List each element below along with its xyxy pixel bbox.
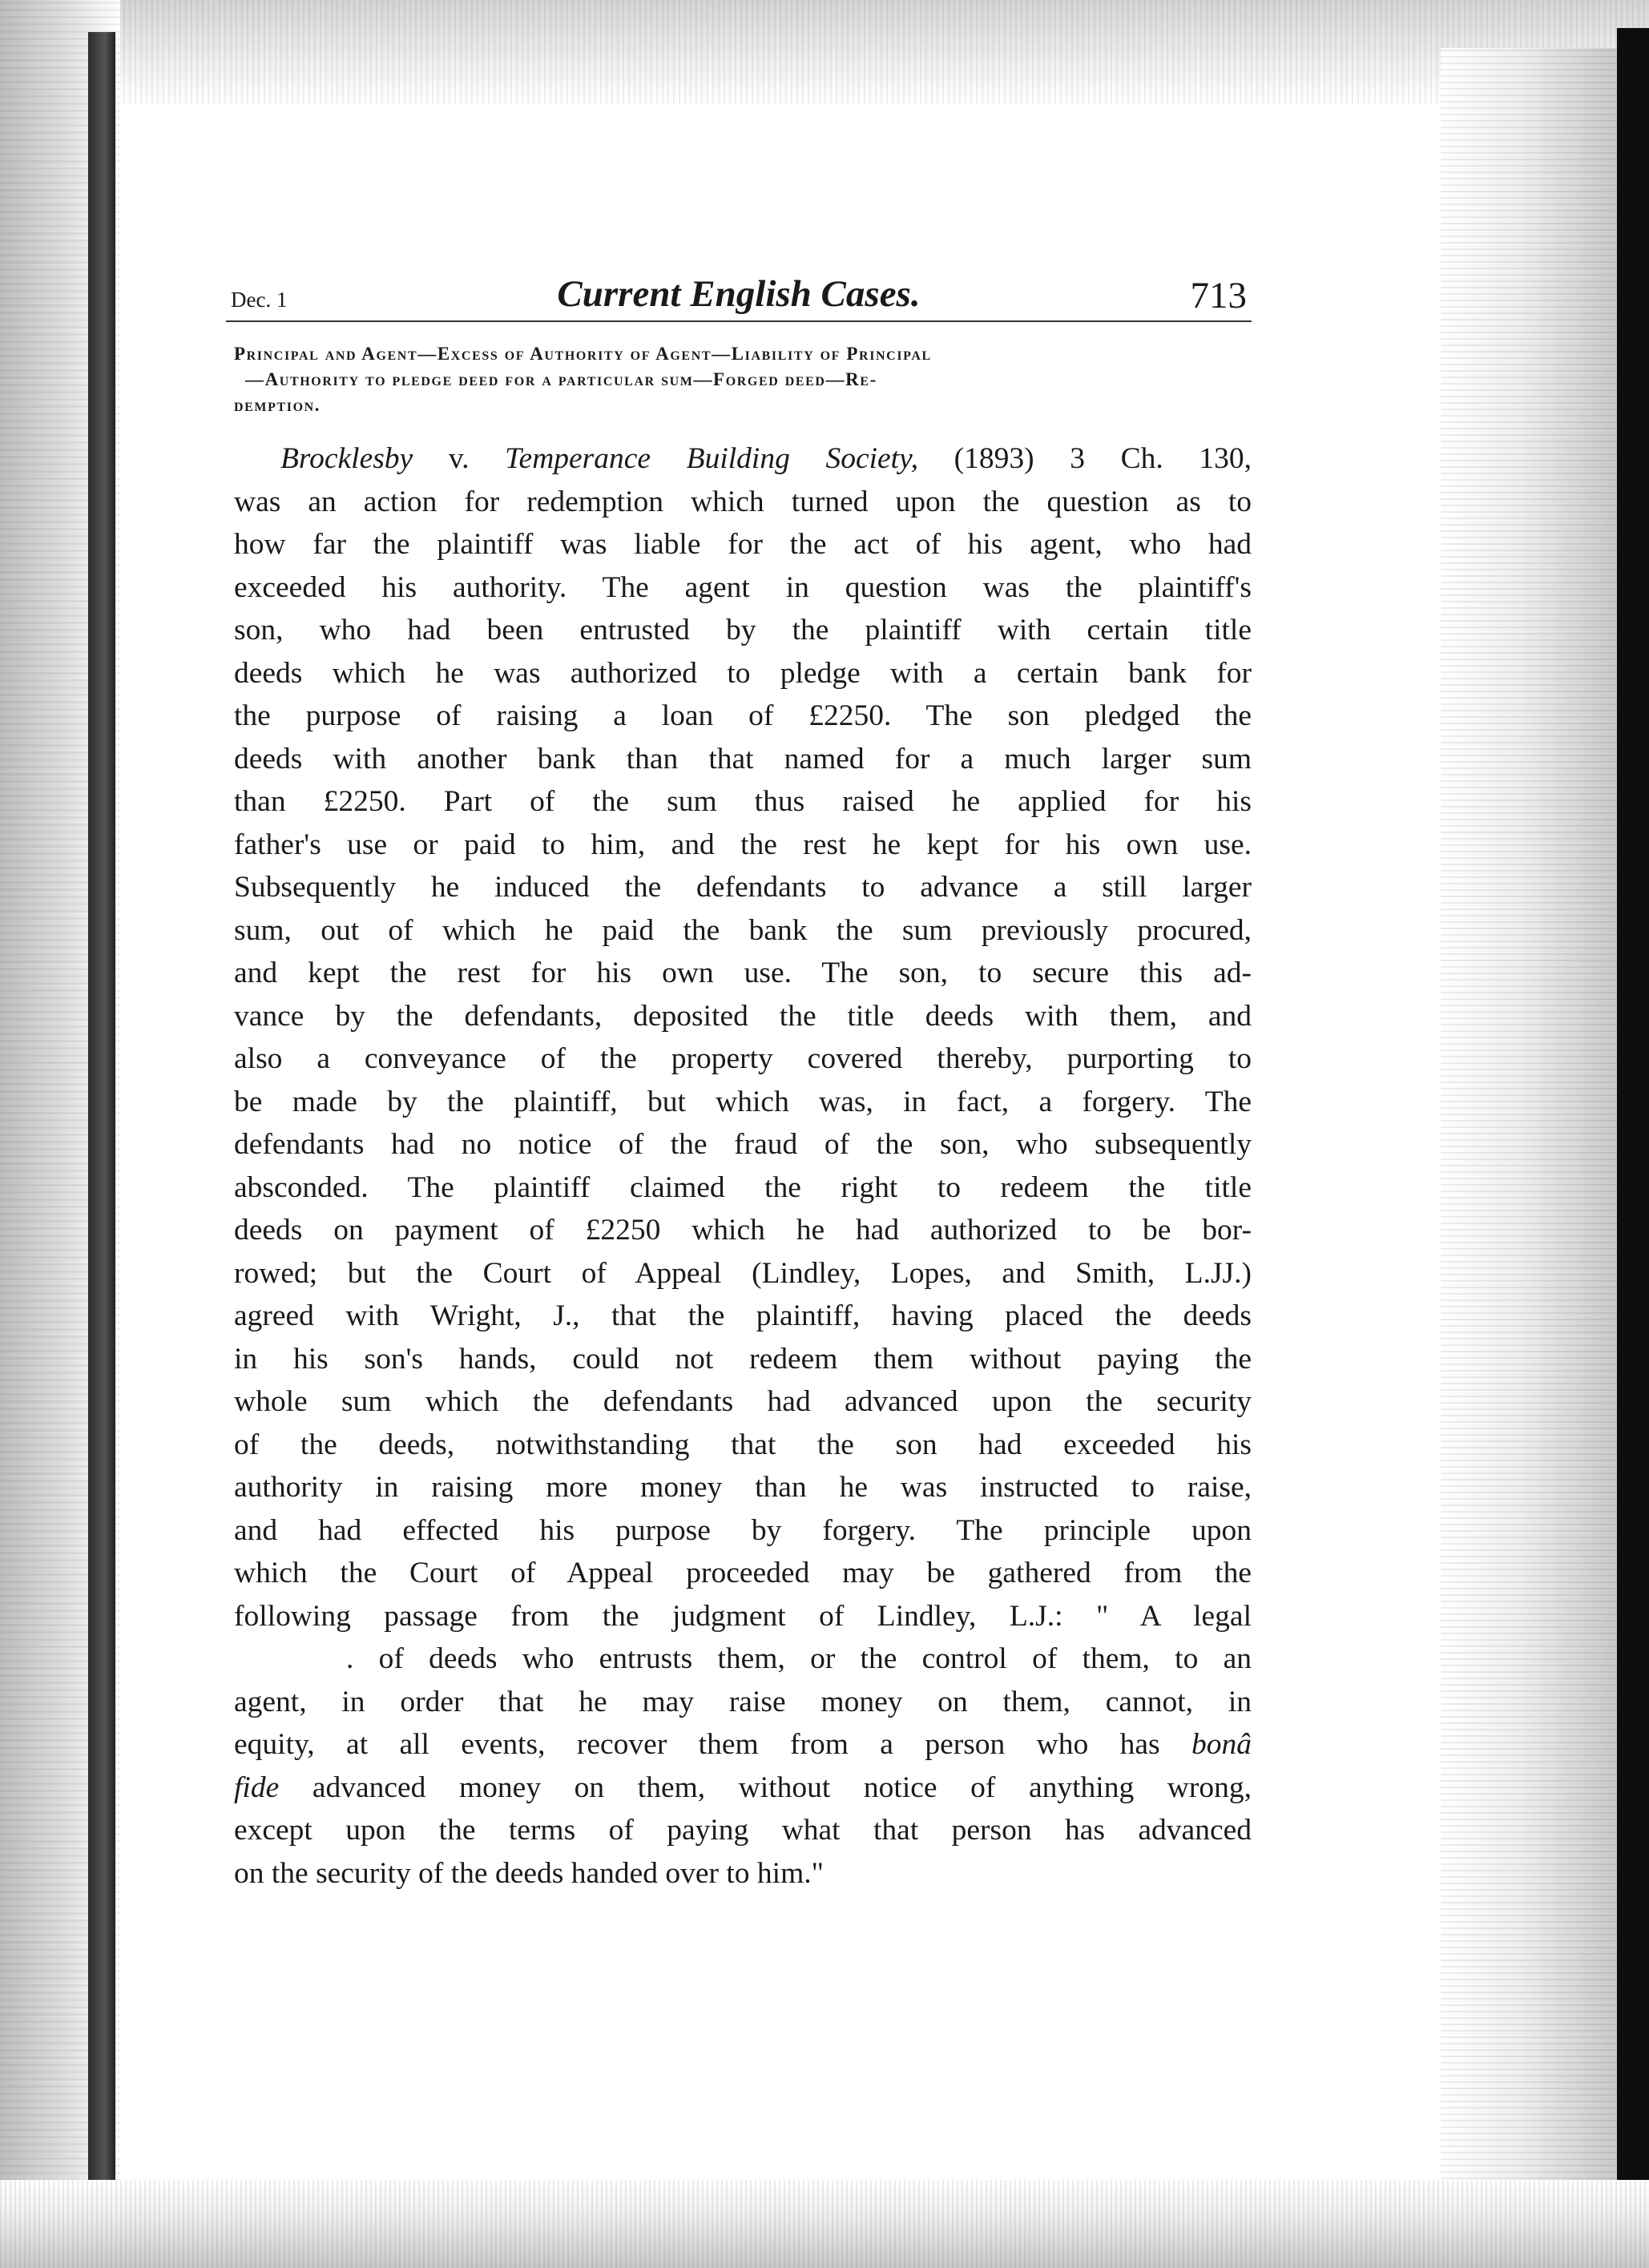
page-number: 713: [1190, 275, 1247, 316]
running-head-date: Dec. 1: [231, 288, 288, 312]
body-line-fide: [234, 1766, 1252, 1810]
headnote-line: Principal and Agent—Excess of Authority of Agent—Liability of Principal: [234, 344, 932, 364]
case-report: [234, 437, 1252, 1895]
body-line: Subsequently he induced the defendants to advance a still larger: [234, 871, 1252, 904]
scan-right-edge: [1441, 48, 1617, 2211]
headnote: [234, 341, 1252, 418]
scan-binding-shadow: [88, 32, 115, 2227]
headnote-line: —Authority to pledge deed for a particular sum—Forged deed—Re-: [245, 369, 877, 389]
scan-top-edge: [0, 0, 1649, 104]
body-line: authority in raising more money than he was instructed to raise,: [234, 1471, 1252, 1504]
body-line: deeds with another bank than that named for a much larger sum: [234, 742, 1252, 775]
phrase-fide: fide: [234, 1770, 280, 1804]
body-line: of the deeds, notwithstanding that the son had exceeded his: [234, 1428, 1252, 1461]
headnote-line: demption.: [234, 395, 321, 415]
case-plaintiff: Brocklesby: [280, 442, 413, 475]
running-head-title: Current English Cases.: [557, 273, 921, 315]
body-line: vance by the defendants, deposited the title deeds with them, and: [234, 999, 1252, 1033]
body-line: be made by the plaintiff, but which was, in fact, a forgery. The: [234, 1085, 1252, 1118]
body-line: . of deeds who entrusts them, or the control of them, to an: [346, 1642, 1252, 1675]
case-citation: (1893) 3 Ch. 130,: [918, 442, 1252, 475]
body-line: in his son's hands, could not redeem them without paying the: [234, 1342, 1252, 1376]
body-line: except upon the terms of paying what that person has advanced: [234, 1814, 1252, 1847]
body-line: following passage from the judgment of Lindley, L.J.: " A legal: [234, 1599, 1252, 1633]
body-line-final: on the security of the deeds handed over to him.": [234, 1856, 824, 1890]
body-line: exceeded his authority. The agent in question was the plaintiff's: [234, 570, 1252, 604]
body-line: how far the plaintiff was liable for the act of his agent, who had: [234, 528, 1252, 561]
case-versus: v.: [413, 442, 506, 475]
scan-right-border: [1617, 28, 1649, 2191]
body-line: sum, out of which he paid the bank the sum previously procured,: [234, 913, 1252, 947]
running-head: [226, 264, 1252, 322]
body-line: was an action for redemption which turned upon the question as to: [234, 485, 1252, 518]
body-line: father's use or paid to him, and the rest he kept for his own use.: [234, 828, 1252, 861]
case-defendant: Temperance Building Society,: [505, 442, 919, 475]
body-line: deeds on payment of £2250 which he had authorized to be bor-: [234, 1214, 1252, 1247]
body-line-text: equity, at all events, recover them from a person who has: [234, 1728, 1160, 1761]
book-page: [226, 264, 1252, 1895]
body-line: than £2250. Part of the sum thus raised he applied for his: [234, 785, 1252, 818]
body-line: and had effected his purpose by forgery. The principle upon: [234, 1513, 1252, 1547]
body-line: agreed with Wright, J., that the plaintiff, having placed the deeds: [234, 1299, 1252, 1332]
body-line: agent, in order that he may raise money on them, cannot, in: [234, 1685, 1252, 1718]
body-line: defendants had no notice of the fraud of the son, who subsequently: [234, 1128, 1252, 1161]
body-line: whole sum which the defendants had advanced upon the security: [234, 1385, 1252, 1418]
body-line: deeds which he was authorized to pledge with a certain bank for: [234, 656, 1252, 690]
body-line: which the Court of Appeal proceeded may be gathered from the: [234, 1557, 1252, 1589]
body-line: absconded. The plaintiff claimed the right to redeem the title: [234, 1170, 1252, 1204]
body-line: rowed; but the Court of Appeal (Lindley, Lopes, and Smith, L.JJ.): [234, 1256, 1252, 1290]
body-line: the purpose of raising a loan of £2250. The son pledged the: [234, 699, 1252, 732]
body-line-bona: [234, 1723, 1252, 1766]
body-line-text: advanced money on them, without notice of anything wrong,: [279, 1770, 1252, 1804]
phrase-bona: bonâ: [1191, 1728, 1252, 1761]
body-line: also a conveyance of the property covered thereby, purporting to: [234, 1042, 1252, 1075]
case-citation-line: [234, 437, 1252, 481]
body-line: and kept the rest for his own use. The son, to secure this ad-: [234, 957, 1252, 989]
body-line: son, who had been entrusted by the plaintiff with certain title: [234, 614, 1252, 647]
scan-bottom-edge: [0, 2180, 1649, 2268]
